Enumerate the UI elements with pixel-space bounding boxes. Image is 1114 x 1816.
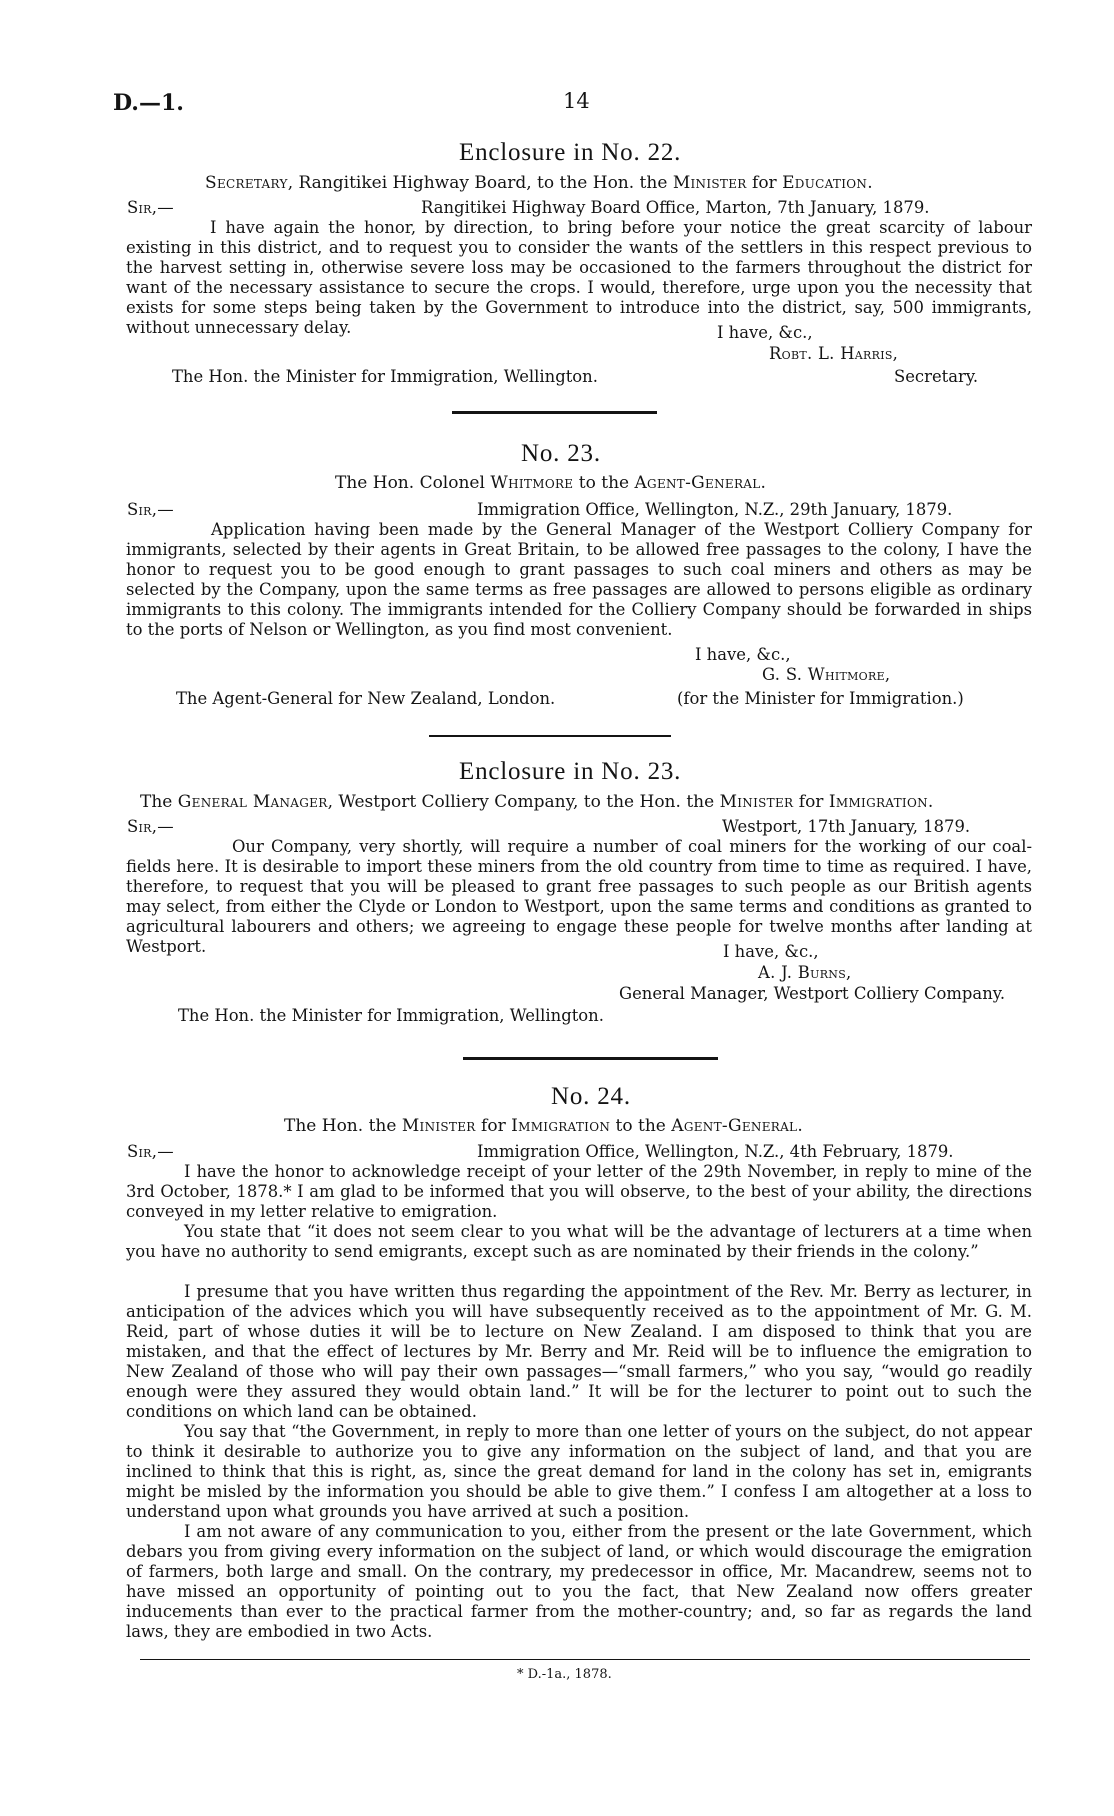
letter-23-closing: I have, &c., [695, 645, 791, 664]
letter-24-title: No. 24. [551, 1083, 631, 1110]
enclosure-22-title: Enclosure in No. 22. [459, 139, 682, 166]
enclosure-22-closing: I have, &c., [717, 323, 813, 342]
enclosure-23-closing: I have, &c., [723, 942, 819, 961]
footnote-rule [140, 1659, 1030, 1660]
letter-23-sign-title: (for the Minister for Immigration.) [677, 689, 964, 708]
letter-24-paragraph-3: I presume that you have written thus regarding the appointment of the Rev. Mr. Berry as lecturer, in anticipation of the advices which you will have subsequently received as to the appointment of Mr. G. M. Reid, part of whose duties it will be to lecture on New Zealand. I am disposed to think that you are mistaken, and that the effect of lectures by Mr. Berry and Mr. Reid will be to influence the emigration to New Zealand of those who will pay their own passages—“small farmers,” who you say, “would go readily enough were they assured they would obtain land.” It will be for the lecturer to point out to such the conditions on which land can be obtained. [126, 1282, 1032, 1421]
footnote: * D.-1a., 1878. [517, 1667, 612, 1682]
enclosure-23-subtitle: The General Manager, Westport Colliery Company, to the Hon. the Minister for Immigration. [140, 792, 934, 812]
section-divider [429, 735, 671, 737]
enclosure-22-body: I have again the honor, by direction, to bring before your notice the great scarcity of labour existing in this district, and to request you to consider the wants of the settlers in this respect previous to the harvest setting in, otherwise severe loss may be occasioned to the farmers throughout the district for want of the necessary assistance to secure the crops. I would, therefore, urge upon you the necessity that exists for some steps being taken by the Government to introduce into the district, say, 500 immigrants, without unnecessary delay. [126, 218, 1032, 337]
letter-23-subtitle: The Hon. Colonel Whitmore to the Agent-General. [335, 473, 766, 493]
letter-23-addressee: The Agent-General for New Zealand, London. [176, 689, 556, 708]
page-number: 14 [563, 89, 590, 113]
enclosure-23-signature: A. J. Burns, [758, 963, 852, 982]
letter-24-subtitle: The Hon. the Minister for Immigration to the Agent-General. [284, 1116, 803, 1136]
enclosure-23-title: Enclosure in No. 23. [459, 758, 682, 785]
enclosure-22-subtitle: Secretary, Rangitikei Highway Board, to the Hon. the Minister for Education. [205, 173, 873, 193]
section-divider [463, 1057, 718, 1060]
enclosure-22-salutation: Sir,— [127, 198, 174, 217]
letter-24-paragraph-1: I have the honor to acknowledge receipt of your letter of the 29th November, in reply to mine of the 3rd October, 1878.* I am glad to be informed that you will observe, to the best of your ability, the directions conveyed in my letter relative to emigration. [126, 1162, 1032, 1221]
letter-24-address: Immigration Office, Wellington, N.Z., 4th February, 1879. [477, 1142, 954, 1161]
enclosure-23-address: Westport, 17th January, 1879. [722, 817, 971, 836]
enclosure-22-sign-title: Secretary. [894, 367, 979, 386]
enclosure-23-body: Our Company, very shortly, will require a number of coal miners for the working of our coal-fields here. It is desirable to import these miners from the old country from time to time as required. I have, therefore, to request that you will be pleased to grant free passages to such people as our British agents may select, from either the Clyde or London to Westport, upon the same terms and conditions as granted to agricultural labourers and others; we agreeing to engage these people for twelve months after landing at Westport. [126, 837, 1032, 956]
enclosure-23-sign-title: General Manager, Westport Colliery Company. [619, 984, 1006, 1003]
enclosure-22-address: Rangitikei Highway Board Office, Marton, 7th January, 1879. [421, 198, 930, 217]
letter-24-paragraph-2: You state that “it does not seem clear to you what will be the advantage of lecturers at a time when you have no authority to send emigrants, except such as are nominated by their friends in the colony.” [126, 1222, 1032, 1261]
letter-23-salutation: Sir,— [127, 500, 174, 519]
letter-23-address: Immigration Office, Wellington, N.Z., 29th January, 1879. [477, 500, 953, 519]
letter-23-signature: G. S. Whitmore, [762, 665, 891, 684]
enclosure-23-salutation: Sir,— [127, 817, 174, 836]
section-divider [452, 411, 657, 414]
letter-23-body: Application having been made by the General Manager of the Westport Colliery Company for immigrants, selected by their agents in Great Britain, to be allowed free passages to the colony, I have the honor to request you to be good enough to grant passages to such coal miners and others as may be selected by the Company, upon the same terms as free passages are allowed to persons eligible as ordinary immigrants to this colony. The immigrants intended for the Colliery Company should be forwarded in ships to the ports of Nelson or Wellington, as you find most convenient. [126, 520, 1032, 639]
letter-24-salutation: Sir,— [127, 1142, 174, 1161]
enclosure-23-addressee: The Hon. the Minister for Immigration, Wellington. [178, 1006, 604, 1025]
enclosure-22-signature: Robt. L. Harris, [769, 344, 899, 363]
letter-23-title: No. 23. [521, 440, 601, 467]
section-code: D.—1. [113, 90, 184, 116]
enclosure-22-addressee: The Hon. the Minister for Immigration, Wellington. [172, 367, 598, 386]
letter-24-paragraph-5: I am not aware of any communication to you, either from the present or the late Government, which debars you from giving every information on the subject of land, or which would discourage the emigration of farmers, both large and small. On the contrary, my predecessor in office, Mr. Macandrew, seems not to have missed an opportunity of pointing out to you the fact, that New Zealand now offers greater inducements than ever to the practical farmer from the mother-country; and, so far as regards the land laws, they are embodied in two Acts. [126, 1522, 1032, 1641]
letter-24-paragraph-4: You say that “the Government, in reply to more than one letter of yours on the subject, do not appear to think it desirable to authorize you to give any information on the subject of land, and that you are inclined to think that this is right, as, since the great demand for land in the colony has set in, emigrants might be misled by the information you should be able to give them.” I confess I am altogether at a loss to understand upon what grounds you have arrived at such a position. [126, 1422, 1032, 1521]
